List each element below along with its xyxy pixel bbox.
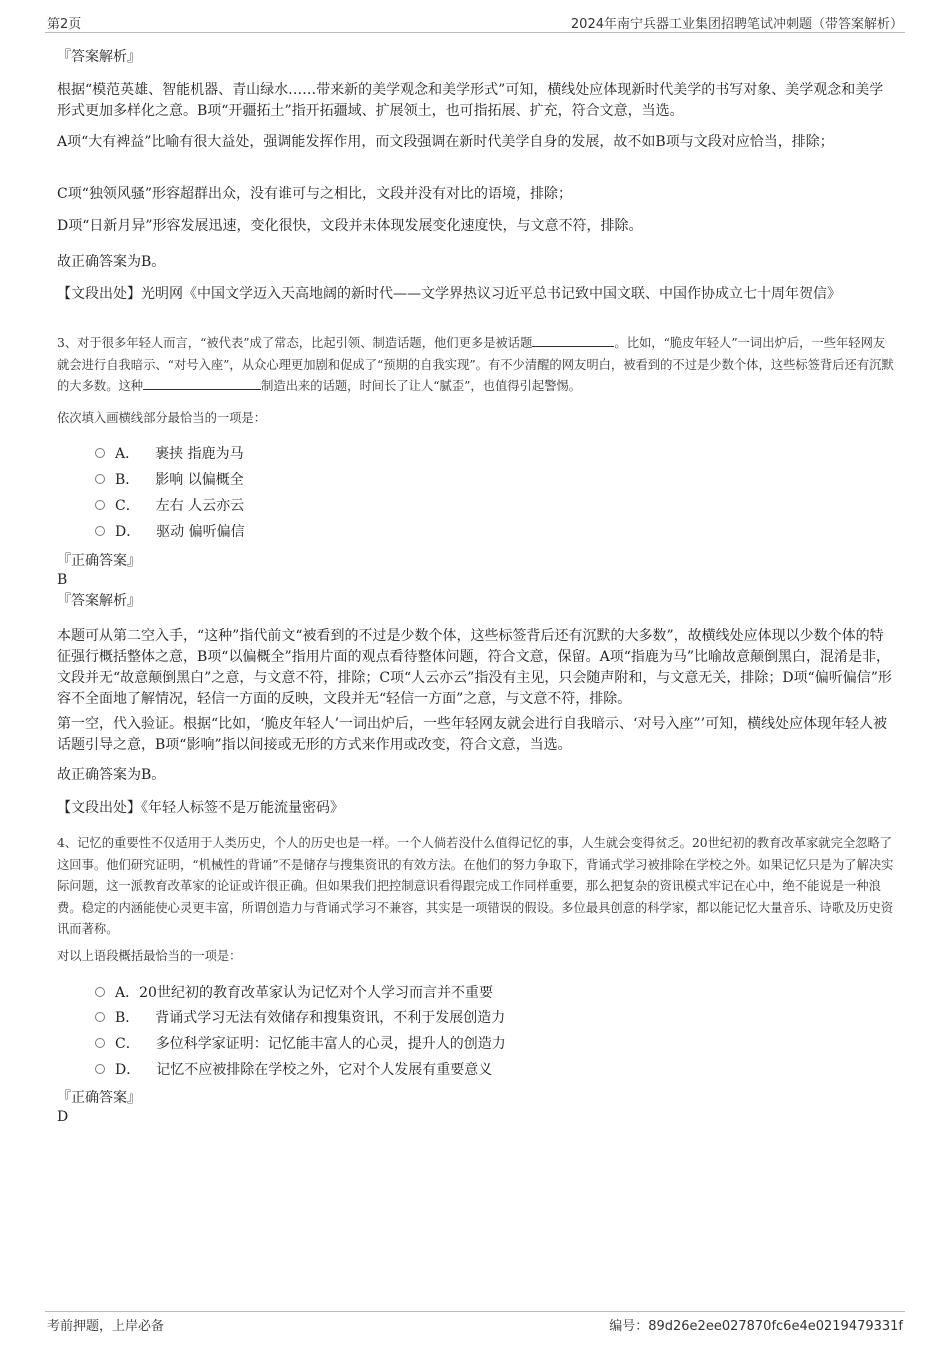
- correct-answer: B: [57, 572, 68, 588]
- analysis-label: 『答案解析』: [57, 49, 141, 65]
- option-text: 驱动 偏听偏信: [156, 524, 245, 540]
- analysis-paragraph: C项“独领风骚”形容超群出众，没有谁可与之相比，文段并没有对比的语境，排除；: [57, 186, 573, 202]
- option-d[interactable]: [95, 522, 245, 542]
- option-key: A．: [115, 446, 140, 462]
- correct-answer-label: 『正确答案』: [57, 553, 141, 569]
- source-citation: 【文段出处】光明网《中国文学迈入天高地阔的新时代——文学界热议习近平总书记致中国文联、中国作协成立七十周年贺信》: [57, 286, 841, 302]
- option-d[interactable]: [95, 1060, 492, 1080]
- radio-icon[interactable]: [95, 1064, 105, 1074]
- page-number: 第2页: [47, 17, 82, 32]
- answer-conclusion: 故正确答案为B。: [57, 254, 166, 270]
- option-key: A．: [115, 985, 140, 1001]
- option-text: 记忆不应被排除在学校之外，它对个人发展有重要意义: [156, 1062, 493, 1078]
- stem-part: 。比如，“脆皮年轻人”一词出炉后，一些年轻网友就会进行自我暗示、“对号入座”，从众心理更加剧和促成了“预期的自我实现”。有不少清醒的网友明白，被看到的不过是少数个体，这些标签背后还有沉默的大多数。这种: [57, 336, 894, 393]
- radio-icon[interactable]: [95, 526, 105, 536]
- radio-icon[interactable]: [95, 987, 105, 997]
- option-text: 20世纪初的教育改革家认为记忆对个人学习而言并不重要: [139, 985, 493, 1001]
- option-key: B．: [115, 472, 140, 488]
- radio-icon[interactable]: [95, 474, 105, 484]
- analysis-paragraph: D项“日新月异”形容发展迅速，变化很快，文段并未体现发展变化速度快，与文意不符，排除。: [57, 218, 643, 234]
- page-footer: [45, 1311, 905, 1334]
- radio-icon[interactable]: [95, 448, 105, 458]
- footer-slogan: 考前押题，上岸必备: [47, 1319, 165, 1334]
- radio-icon[interactable]: [95, 1012, 105, 1022]
- option-text: 多位科学家证明：记忆能丰富人的心灵，提升人的创造力: [155, 1036, 506, 1052]
- document-code: [609, 1315, 903, 1334]
- option-b[interactable]: [95, 470, 244, 490]
- question-prompt: 依次填入画横线部分最恰当的一项是：: [57, 411, 267, 425]
- option-b[interactable]: [95, 1008, 505, 1028]
- option-c[interactable]: [95, 496, 244, 516]
- analysis-paragraph: 根据“模范英雄、智能机器、青山绿水……带来新的美学观念和美学形式”可知，横线处应体现新时代美学的书写对象、美学观念和美学形式更加多样化之意。B项“开疆拓土”指开拓疆域、扩展领土，也可指拓展、扩充，符合文意，当选。: [57, 82, 884, 119]
- option-key: C．: [115, 498, 140, 514]
- option-a[interactable]: [95, 444, 244, 464]
- question-stem: [57, 333, 897, 398]
- option-key: D．: [115, 1062, 141, 1078]
- option-text: 裹挟 指鹿为马: [155, 446, 244, 462]
- correct-answer: D: [57, 1109, 69, 1125]
- option-a[interactable]: [95, 983, 493, 1003]
- page-header: [45, 10, 905, 33]
- fill-blank: [143, 377, 261, 390]
- answer-conclusion: 故正确答案为B。: [57, 767, 166, 783]
- question-prompt: 对以上语段概括最恰当的一项是：: [57, 949, 242, 963]
- radio-icon[interactable]: [95, 1038, 105, 1048]
- option-key: D．: [115, 524, 141, 540]
- analysis-paragraph: A项“大有裨益”比喻有很大益处，强调能发挥作用，而文段强调在新时代美学自身的发展，故不如B项与文段对应恰当，排除；: [57, 134, 834, 150]
- code-label: 编号：: [609, 1319, 649, 1334]
- correct-answer-label: 『正确答案』: [57, 1090, 141, 1106]
- option-key: C．: [115, 1036, 140, 1052]
- option-key: B．: [115, 1010, 140, 1026]
- source-citation: 【文段出处】《年轻人标签不是万能流量密码》: [57, 800, 344, 816]
- code-value: 89d26e2ee027870fc6e4e0219479331f: [648, 1319, 903, 1334]
- analysis-paragraph: 第一空，代入验证。根据“比如，‘脆皮年轻人’一词出炉后，一些年轻网友就会进行自我暗示、‘对号入座”’可知，横线处应体现年轻人被话题引导之意，B项“影响”指以间接或无形的方式来作用或改变，符合文意，当选。: [57, 716, 888, 753]
- stem-part: 3、对于很多年轻人而言，“被代表”成了常态，比起引领、制造话题，他们更多是被话题: [57, 336, 533, 350]
- radio-icon[interactable]: [95, 500, 105, 510]
- stem-part: 制造出来的话题，时间长了让人“腻歪”，也值得引起警惕。: [261, 379, 582, 393]
- option-text: 背诵式学习无法有效储存和搜集资讯，不利于发展创造力: [155, 1010, 506, 1026]
- option-c[interactable]: [95, 1034, 506, 1054]
- option-text: 影响 以偏概全: [155, 472, 244, 488]
- option-text: 左右 人云亦云: [155, 498, 245, 514]
- document-title: 2024年南宁兵器工业集团招聘笔试冲刺题（带答案解析）: [570, 17, 903, 32]
- analysis-label: 『答案解析』: [57, 593, 141, 609]
- analysis-paragraph: 本题可从第二空入手，“这种”指代前文“被看到的不过是少数个体，这些标签背后还有沉默的大多数”，故横线处应体现以少数个体的特征强行概括整体之意，B项“以偏概全”指用片面的观点看待整体问题，符合文意，保留。A项“指鹿为马”比喻故意颠倒黑白，混淆是非，文段并无“故意颠倒黑白”之意，与文意不符，排除；C项“人云亦云”指没有主见，只会随声附和，与文意无关，排除；D项“偏听偏信”形容不全面地了解情况，轻信一方面的反映，文段并无“轻信一方面”之意，与文意不符，排除。: [57, 628, 892, 707]
- fill-blank: [532, 334, 614, 347]
- question-stem: 4、记忆的重要性不仅适用于人类历史，个人的历史也是一样。一个人倘若没什么值得记忆的事，人生就会变得贫乏。20世纪初的教育改革家就完全忽略了这回事。他们研究证明，“机械性的背诵”不是储存与搜集资讯的有效方法。在他们的努力争取下，背诵式学习被排除在学校之外。如果记忆只是为了解决实际问题，这一派教育改革家的论证或许很正确。但如果我们把控制意识看得跟完成工作同样重要，那么把复杂的资讯模式牢记在心中，绝不能说是一种浪费。稳定的内涵能使心灵更丰富，所谓创造力与背诵式学习不兼容，其实是一项错误的假设。多位最具创意的科学家，都以能记忆大量音乐、诗歌及历史资讯而著称。: [57, 836, 894, 936]
